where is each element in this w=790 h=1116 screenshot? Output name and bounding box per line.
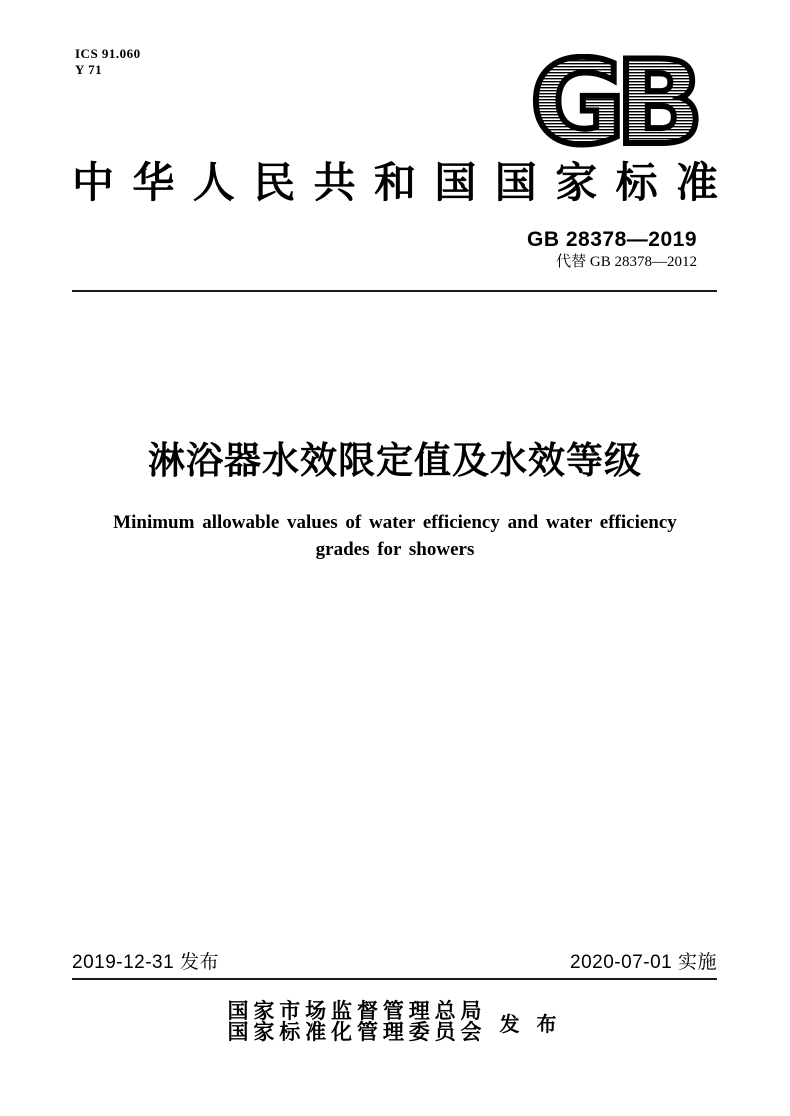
standard-number: GB 28378—2019 [527, 228, 697, 251]
issuer-line-1: 国家市场监督管理总局 [227, 999, 482, 1023]
gb-logo-text: GB [530, 54, 694, 148]
date-row [72, 952, 717, 974]
publish-label: 发 布 [499, 1013, 563, 1036]
ics-code: ICS 91.060 [75, 46, 141, 61]
standard-number-block [527, 228, 697, 271]
replaces-note: 代替 GB 28378—2012 [556, 254, 697, 270]
top-rule [72, 290, 717, 292]
issue-date: 2019-12-31 发布 [72, 952, 219, 973]
issuer-block [0, 1001, 790, 1043]
title-english-line-1: Minimum allowable values of water efficiency and water efficiency [113, 512, 677, 533]
class-code: Y 71 [75, 62, 103, 77]
bottom-rule [72, 978, 717, 980]
implementation-date: 2020-07-01 实施 [570, 952, 717, 973]
issuer-names [228, 1001, 482, 1043]
title-english [0, 509, 790, 563]
title-english-line-2: grades for showers [315, 539, 475, 560]
ics-block [75, 46, 141, 78]
gb-logo-graphic [512, 54, 712, 148]
title-chinese: 淋浴器水效限定值及水效等级 [148, 439, 642, 482]
gb-logo [512, 54, 712, 148]
national-standard-heading: 中华人民共和国国家标准 [72, 161, 718, 207]
issuer-line-2: 国家标准化管理委员会 [227, 1020, 482, 1044]
